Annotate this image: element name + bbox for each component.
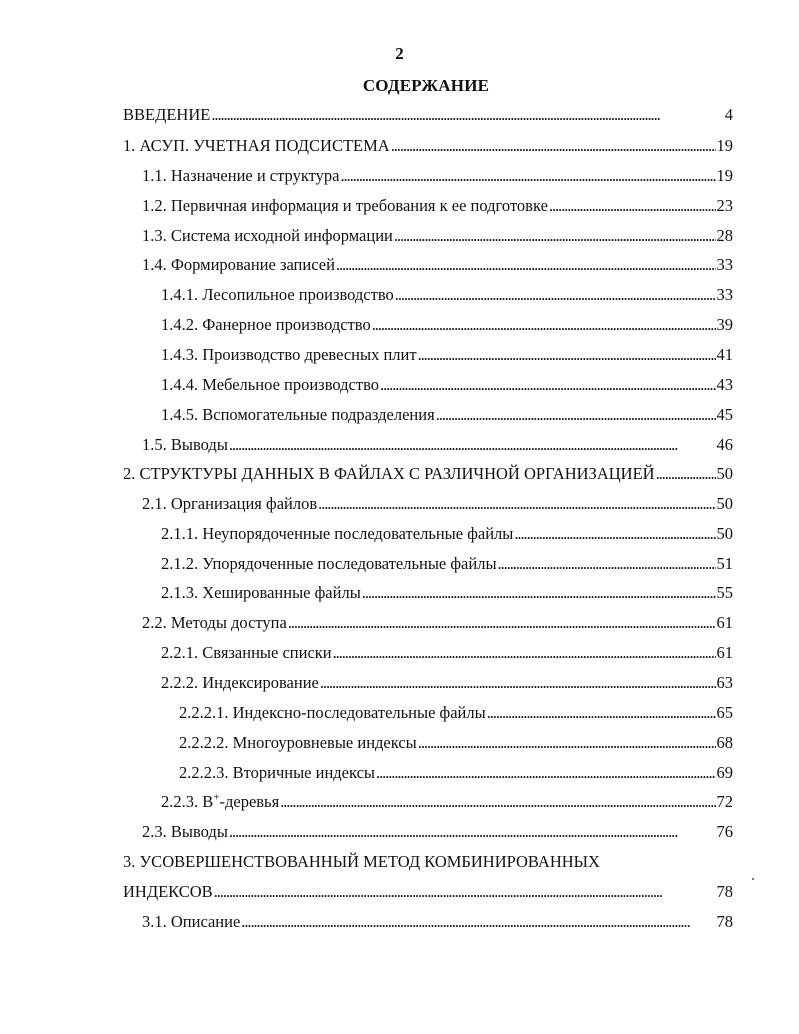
dot-leader: [514, 523, 715, 545]
toc-entry-label: 1.4.1. Лесопильное производство: [161, 285, 394, 304]
toc-entry-page: 78: [716, 912, 733, 931]
toc-entry-label: 2.2.2.1. Индексно-последовательные файлы: [179, 703, 486, 722]
dot-leader: [549, 195, 716, 217]
toc-entry: [142, 821, 733, 843]
toc-entry-label: ВВЕДЕНИЕ: [123, 105, 211, 124]
dot-leader: [280, 791, 715, 813]
toc-entry-page: 76: [716, 822, 733, 841]
toc-entry-page: 46: [716, 435, 733, 454]
toc-entry-label: 1.1. Назначение и структура: [142, 166, 340, 185]
toc-entry-page: 69: [716, 763, 733, 782]
toc-entry: [161, 642, 733, 664]
toc-entry: [142, 225, 733, 247]
toc-entry: [161, 314, 733, 336]
toc-entry: [161, 374, 733, 396]
toc-entry-label: 3.1. Описание: [142, 912, 241, 931]
dot-leader: [211, 104, 723, 126]
dot-leader: [214, 881, 716, 903]
dot-leader: [362, 582, 716, 604]
toc-entry-page: 23: [716, 196, 733, 215]
toc-entry-label-tail: -деревья: [219, 792, 280, 811]
toc-entry-label: 2.1.2. Упорядоченные последовательные файлы: [161, 554, 497, 573]
toc-entry-label: 2.2.2.3. Вторичные индексы: [179, 763, 376, 782]
toc-entry: [123, 463, 733, 485]
toc-entry-label: 2.2.2. Индексирование: [161, 673, 319, 692]
toc-entry-label: 1.3. Система исходной информации: [142, 226, 393, 245]
dot-leader: [241, 911, 715, 933]
toc-entry: [161, 523, 733, 545]
toc-entry: [161, 284, 733, 306]
toc-entry-page: 61: [716, 643, 733, 662]
toc-entry-page: 65: [716, 703, 733, 722]
toc-entry: [161, 344, 733, 366]
dot-leader: [229, 434, 716, 456]
dot-leader: [498, 553, 716, 575]
toc-entry-page: 33: [716, 285, 733, 304]
toc-entry: [142, 493, 733, 515]
toc-entry-label: 2.2.2.2. Многоуровневые индексы: [179, 733, 417, 752]
dot-leader: [333, 642, 716, 664]
toc-entry: [142, 195, 733, 217]
toc-entry-label: 1. АСУП. УЧЕТНАЯ ПОДСИСТЕМА: [123, 136, 390, 155]
toc-entry-page: 50: [716, 494, 733, 513]
toc-entry: [142, 254, 733, 276]
toc-entry-page: 39: [716, 315, 733, 334]
toc-entry-page: 68: [716, 733, 733, 752]
toc-entry: [179, 762, 733, 784]
dot-leader: [380, 374, 715, 396]
dot-leader: [320, 672, 716, 694]
toc-entry-label: [161, 791, 279, 813]
toc-entry: [142, 165, 733, 187]
toc-entry-label: 2.2.1. Связанные списки: [161, 643, 332, 662]
toc-entry-page: 50: [716, 524, 733, 543]
toc-entry-page: 50: [716, 464, 733, 483]
dot-leader: [376, 762, 715, 784]
toc-entry-page: 61: [716, 613, 733, 632]
toc-entry-label: 1.2. Первичная информация и требования к ее подготовке: [142, 196, 548, 215]
toc-entry: [161, 404, 733, 426]
toc-entry-label: 1.4.3. Производство древесных плит: [161, 345, 417, 364]
dot-leader: [391, 135, 716, 157]
toc-entry: [161, 672, 733, 694]
dot-leader: [340, 165, 715, 187]
toc-entry-label: 1.4.4. Мебельное производство: [161, 375, 380, 394]
toc-entry-page: 4: [724, 105, 733, 124]
dot-leader: [229, 821, 716, 843]
toc-entry-label: 2. СТРУКТУРЫ ДАННЫХ В ФАЙЛАХ С РАЗЛИЧНОЙ ОРГАНИЗАЦИЕЙ: [123, 464, 655, 483]
toc-entry-page: 72: [716, 792, 733, 811]
toc-entry: [123, 104, 733, 126]
toc-entry-page: 19: [716, 136, 733, 155]
dot-leader: [656, 463, 716, 485]
toc-entry-page: 55: [716, 583, 733, 602]
toc-entry-label: 1.4. Формирование записей: [142, 255, 335, 274]
toc-entry-page: 78: [716, 882, 733, 901]
toc-title: СОДЕРЖАНИЕ: [362, 76, 490, 95]
dot-leader: [288, 612, 716, 634]
toc-entry: [123, 881, 733, 903]
toc-entry-label: 1.4.2. Фанерное производство: [161, 315, 371, 334]
toc-entry-page: 63: [716, 673, 733, 692]
dot-leader: [487, 702, 716, 724]
toc-entry-page: 43: [716, 375, 733, 394]
toc-entry-label-line1: 3. УСОВЕРШЕНСТВОВАННЫЙ МЕТОД КОМБИНИРОВАННЫХ: [123, 852, 600, 871]
dot-leader: [394, 225, 716, 247]
toc-entry: [161, 791, 733, 813]
scan-speck: [752, 878, 754, 880]
dot-leader: [372, 314, 716, 336]
toc-entry: [142, 911, 733, 933]
toc-entry: [142, 612, 733, 634]
dot-leader: [418, 344, 716, 366]
toc-entry: [123, 135, 733, 157]
toc-entry: [161, 582, 733, 604]
dot-leader: [395, 284, 716, 306]
toc-entry-label-superscript: +: [213, 791, 220, 804]
page-number: 2: [395, 44, 404, 63]
dot-leader: [318, 493, 715, 515]
dot-leader: [436, 404, 716, 426]
toc-entry-label: 2.1.3. Хешированные файлы: [161, 583, 361, 602]
toc-entry-label-main: 2.2.3. B: [161, 792, 214, 811]
toc-entry-page: 41: [716, 345, 733, 364]
toc-entry-page: 28: [716, 226, 733, 245]
toc-entry-label: 2.1.1. Неупорядоченные последовательные файлы: [161, 524, 514, 543]
dot-leader: [418, 732, 716, 754]
toc-entry: [179, 732, 733, 754]
toc-entry-label: 1.5. Выводы: [142, 435, 228, 454]
toc-entry-label-line2: ИНДЕКСОВ: [123, 882, 213, 901]
toc-entry-page: 45: [716, 405, 733, 424]
toc-entry-label: 2.2. Методы доступа: [142, 613, 287, 632]
dot-leader: [336, 254, 716, 276]
toc-entry: [142, 434, 733, 456]
toc-entry-page: 51: [716, 554, 733, 573]
toc-entry-page: 33: [716, 255, 733, 274]
toc-entry-label: 2.1. Организация файлов: [142, 494, 318, 513]
toc-entry: [179, 702, 733, 724]
toc-entry-page: 19: [716, 166, 733, 185]
toc-entry-label: 2.3. Выводы: [142, 822, 228, 841]
toc-entry: [161, 553, 733, 575]
toc-entry-label: 1.4.5. Вспомогательные подразделения: [161, 405, 435, 424]
